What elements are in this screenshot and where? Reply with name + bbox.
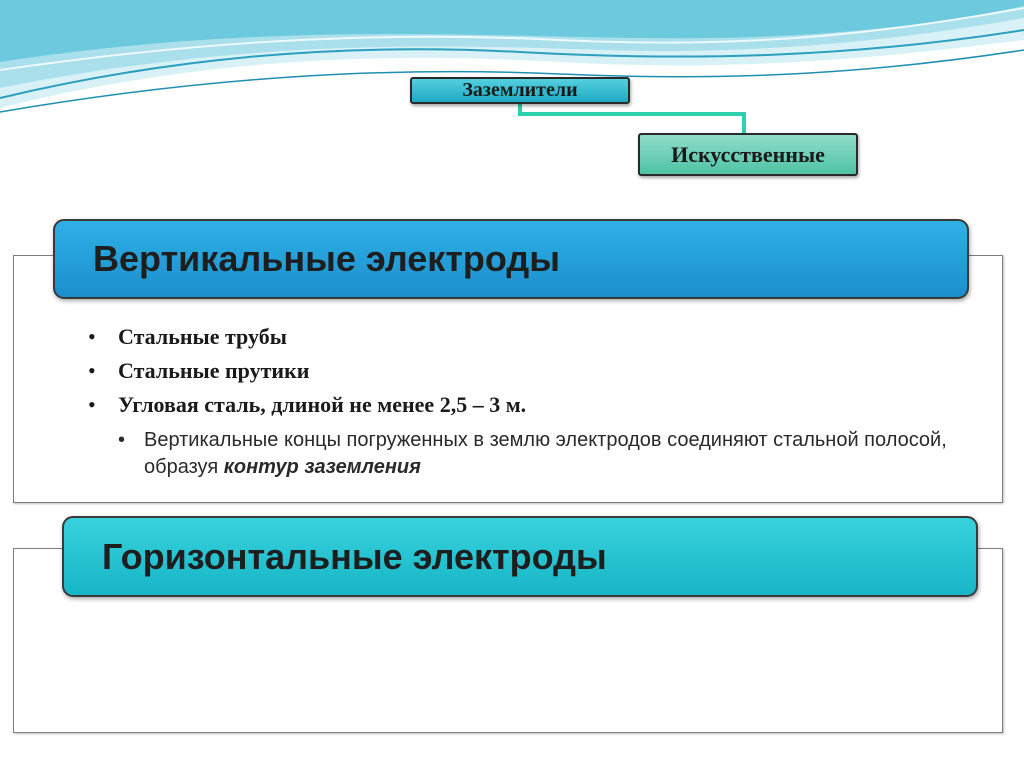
child-node [638,133,858,176]
list-item: • Стальные прутики [88,354,978,388]
child-node-label: Искусственные [671,141,825,167]
bullet-dot-icon: • [118,429,126,451]
horizontal-electrodes-title: Горизонтальные электроды [102,535,607,577]
sub-bullet-text: Вертикальные концы погруженных в землю электродов соединяют стальной полосой, образуя [144,429,947,478]
root-node [410,77,630,104]
list-item: • Угловая сталь, длиной не менее 2,5 – 3 м. [88,388,978,422]
vertical-electrodes-list [88,320,978,422]
root-node-label: Заземлители [462,79,578,101]
sub-bullet [118,427,978,481]
horizontal-electrodes-header [62,516,978,597]
vertical-electrodes-title: Вертикальные электроды [93,238,560,279]
sub-bullet-emphasis: контур заземления [223,456,421,478]
list-item: • Стальные трубы [88,320,978,354]
vertical-electrodes-header [53,219,969,299]
